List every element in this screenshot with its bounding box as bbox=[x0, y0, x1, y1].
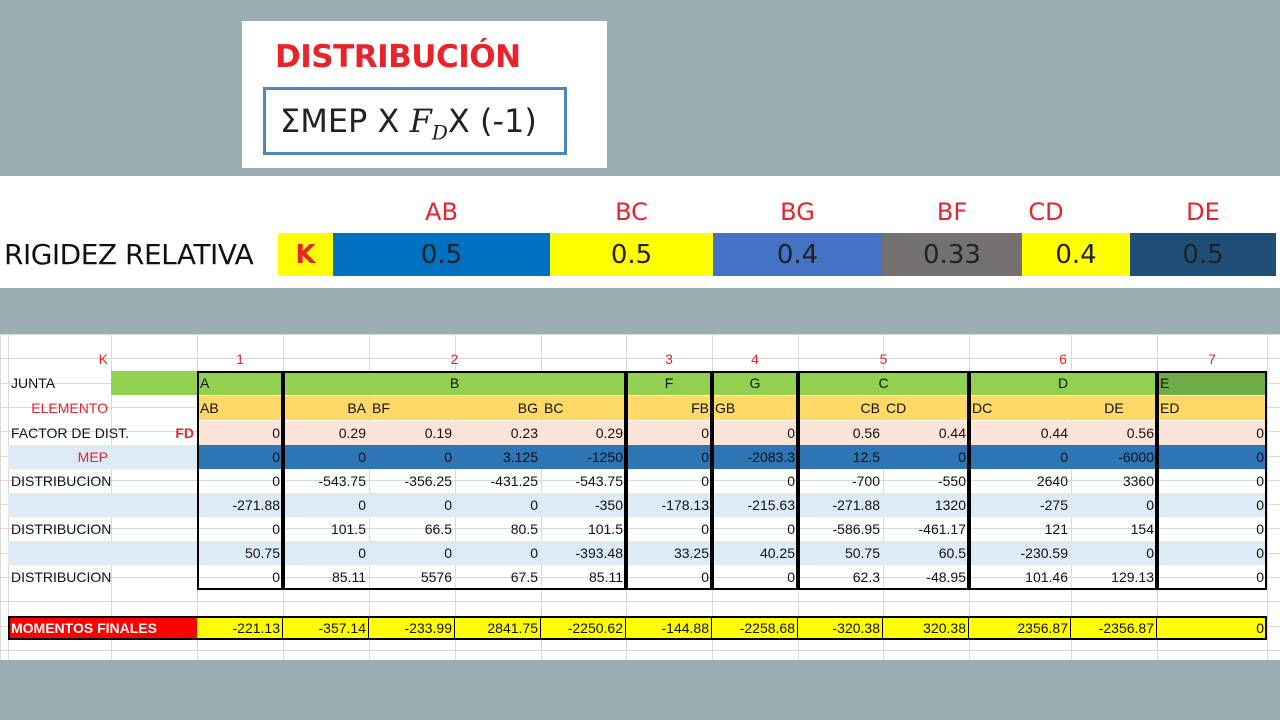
junta-label[interactable]: JUNTA bbox=[11, 375, 56, 391]
distribucion-value[interactable]: 5576 bbox=[420, 569, 452, 585]
formula-expression-box bbox=[263, 87, 567, 155]
grid-line bbox=[0, 650, 1280, 651]
row-spacer[interactable] bbox=[111, 493, 197, 517]
mep-label[interactable]: MEP bbox=[8, 445, 111, 469]
distribucion-value[interactable]: -550 bbox=[937, 473, 966, 489]
momentos-finales-value[interactable]: -233.99 bbox=[369, 616, 455, 640]
distribucion-value[interactable]: -230.59 bbox=[969, 541, 1071, 565]
mep-value[interactable]: -1250 bbox=[541, 445, 626, 469]
distribucion-value[interactable]: -271.88 bbox=[798, 493, 883, 517]
distribucion-label[interactable] bbox=[8, 541, 111, 565]
k-number[interactable]: 3 bbox=[665, 351, 673, 367]
border-finales-divider bbox=[368, 616, 369, 640]
elemento-fb[interactable]: FB bbox=[626, 396, 712, 420]
distribucion-value[interactable]: -48.95 bbox=[926, 569, 966, 585]
momentos-finales-value[interactable]: -357.14 bbox=[283, 616, 369, 640]
row-spacer[interactable] bbox=[111, 469, 197, 493]
momentos-finales-value[interactable]: -320.38 bbox=[798, 616, 883, 640]
border-finales bbox=[8, 616, 1267, 640]
rigidez-value-cd: 0.4 bbox=[1022, 233, 1130, 276]
fd-value[interactable]: 0 bbox=[626, 421, 712, 445]
junta-name-f[interactable]: F bbox=[626, 371, 712, 395]
distribucion-value[interactable]: 0 bbox=[1157, 493, 1267, 517]
mep-value[interactable]: 0 bbox=[883, 445, 969, 469]
formula-card bbox=[242, 21, 607, 168]
distribucion-value[interactable]: 33.25 bbox=[626, 541, 712, 565]
formula-subscript: D bbox=[431, 120, 448, 145]
distribucion-value[interactable]: -431.25 bbox=[490, 473, 538, 489]
border-finales-divider bbox=[711, 616, 712, 640]
distribucion-value[interactable]: 121 bbox=[1044, 521, 1068, 537]
fd-value[interactable]: 0.56 bbox=[798, 421, 883, 445]
elemento-dc[interactable]: DC bbox=[969, 396, 1071, 420]
distribucion-value[interactable]: 0 bbox=[272, 569, 280, 585]
distribucion-value[interactable]: 129.13 bbox=[1111, 569, 1154, 585]
fd-value[interactable]: 0.29 bbox=[283, 421, 369, 445]
formula-prefix: ΣMEP X bbox=[280, 102, 410, 140]
distribucion-value[interactable]: 0 bbox=[787, 473, 795, 489]
distribucion-value[interactable]: 0 bbox=[455, 493, 541, 517]
mep-value[interactable]: 0 bbox=[369, 445, 455, 469]
elemento-cb[interactable]: CB bbox=[798, 396, 883, 420]
fd-value[interactable]: 0 bbox=[1157, 421, 1267, 445]
k-number[interactable]: 4 bbox=[751, 351, 759, 367]
grid-line bbox=[0, 334, 1, 660]
momentos-finales-value[interactable]: -2250.62 bbox=[541, 616, 626, 640]
distribucion-value[interactable]: 0 bbox=[787, 569, 795, 585]
mep-value[interactable]: 0 bbox=[626, 445, 712, 469]
border-finales-divider bbox=[797, 616, 798, 640]
border-joint-d bbox=[969, 371, 1157, 590]
border-finales-divider bbox=[882, 616, 883, 640]
k-number[interactable]: 2 bbox=[450, 351, 459, 367]
distribucion-value[interactable]: 154 bbox=[1130, 521, 1154, 537]
rigidez-header-bf: BF bbox=[936, 198, 968, 226]
distribucion-value[interactable]: 50.75 bbox=[197, 541, 283, 565]
junta-name-b[interactable]: B bbox=[283, 371, 626, 395]
momentos-finales-value[interactable]: -221.13 bbox=[197, 616, 283, 640]
distribucion-label[interactable]: DISTRIBUCION bbox=[11, 473, 112, 489]
distribucion-value[interactable]: -271.88 bbox=[197, 493, 283, 517]
rigidez-value-de: 0.5 bbox=[1130, 233, 1276, 276]
fd-tag[interactable]: FD bbox=[175, 425, 194, 441]
distribucion-value[interactable]: -543.75 bbox=[575, 473, 623, 489]
fd-value[interactable]: 0.56 bbox=[1071, 421, 1157, 445]
distribucion-value[interactable]: -350 bbox=[541, 493, 626, 517]
rigidez-header-bc: BC bbox=[615, 198, 648, 226]
border-finales-divider bbox=[1070, 616, 1071, 640]
fd-value[interactable]: 0 bbox=[197, 421, 283, 445]
elemento-bc[interactable]: BC bbox=[541, 396, 626, 420]
grid-line bbox=[0, 601, 1280, 602]
border-finales-divider bbox=[282, 616, 283, 640]
momentos-finales-label[interactable]: MOMENTOS FINALES bbox=[8, 616, 197, 640]
junta-spacer[interactable] bbox=[111, 371, 197, 395]
mep-value[interactable]: 0 bbox=[969, 445, 1071, 469]
momentos-finales-value[interactable]: 2841.75 bbox=[455, 616, 541, 640]
junta-name-d[interactable]: D bbox=[969, 371, 1157, 395]
rigidez-header-bg: BG bbox=[780, 198, 815, 226]
distribucion-value[interactable]: 0 bbox=[369, 493, 455, 517]
distribucion-value[interactable]: 3360 bbox=[1122, 473, 1154, 489]
k-row-label[interactable]: K bbox=[98, 351, 108, 367]
distribucion-value[interactable]: 101.5 bbox=[587, 521, 623, 537]
distribucion-value[interactable]: 0 bbox=[787, 521, 795, 537]
rigidez-header-cd: CD bbox=[1028, 198, 1064, 226]
fd-value[interactable]: 0.23 bbox=[455, 421, 541, 445]
border-joint-c bbox=[798, 371, 969, 590]
elemento-de[interactable]: DE bbox=[1071, 396, 1157, 420]
elemento-label[interactable]: ELEMENTO bbox=[31, 400, 108, 416]
fd-value[interactable]: 0.44 bbox=[969, 421, 1071, 445]
distribucion-value[interactable]: 2640 bbox=[1036, 473, 1068, 489]
k-number[interactable]: 7 bbox=[1208, 351, 1216, 367]
grid-line bbox=[0, 334, 1280, 335]
momentos-finales-value[interactable]: 2356.87 bbox=[969, 616, 1071, 640]
mep-value[interactable]: 3.125 bbox=[455, 445, 541, 469]
elemento-ba[interactable]: BA bbox=[283, 396, 369, 420]
momentos-finales-value[interactable]: -2258.68 bbox=[712, 616, 798, 640]
rigidez-label: RIGIDEZ RELATIVA bbox=[4, 238, 254, 271]
formula-suffix: X (-1) bbox=[447, 102, 537, 140]
momentos-finales-value[interactable]: 0 bbox=[1157, 616, 1267, 640]
rigidez-header-de: DE bbox=[1186, 198, 1220, 226]
mep-value[interactable]: 0 bbox=[1157, 445, 1267, 469]
distribucion-value[interactable]: 0 bbox=[1256, 569, 1264, 585]
mep-spacer[interactable] bbox=[111, 445, 197, 469]
distribucion-value[interactable]: 0 bbox=[272, 473, 280, 489]
border-joint-e bbox=[1157, 371, 1267, 590]
fd-label[interactable]: FACTOR DE DIST. bbox=[11, 425, 129, 441]
border-joint-f bbox=[626, 371, 712, 590]
border-joint-a bbox=[197, 371, 283, 590]
k-number[interactable]: 6 bbox=[1059, 351, 1067, 367]
rigidez-value-bc: 0.5 bbox=[550, 233, 713, 276]
distribucion-label[interactable]: DISTRIBUCION bbox=[11, 569, 112, 585]
distribucion-value[interactable]: 0 bbox=[1256, 521, 1264, 537]
distribucion-value[interactable]: 0 bbox=[701, 473, 709, 489]
junta-name-a[interactable]: A bbox=[197, 371, 283, 395]
distribucion-value[interactable]: -393.48 bbox=[541, 541, 626, 565]
distribucion-value[interactable]: 1320 bbox=[883, 493, 969, 517]
junta-name-g[interactable]: G bbox=[712, 371, 798, 395]
formula-title: DISTRIBUCIÓN bbox=[275, 39, 521, 75]
distribucion-value[interactable]: 40.25 bbox=[712, 541, 798, 565]
rigidez-value-bf: 0.33 bbox=[882, 233, 1022, 276]
distribucion-value[interactable]: 62.3 bbox=[852, 569, 880, 585]
distribucion-value[interactable]: 0 bbox=[1256, 473, 1264, 489]
rigidez-value-ab: 0.5 bbox=[333, 233, 550, 276]
distribucion-value[interactable]: -586.95 bbox=[832, 521, 880, 537]
junta-name-e[interactable]: E bbox=[1157, 371, 1267, 395]
elemento-ed[interactable]: ED bbox=[1157, 396, 1267, 420]
distribucion-label[interactable] bbox=[8, 493, 111, 517]
rigidez-value-bg: 0.4 bbox=[713, 233, 882, 276]
mep-value[interactable]: -6000 bbox=[1071, 445, 1157, 469]
distribucion-value[interactable]: 50.75 bbox=[798, 541, 883, 565]
mep-value[interactable]: 12.5 bbox=[798, 445, 883, 469]
distribucion-value[interactable]: 0 bbox=[1071, 541, 1157, 565]
distribucion-value[interactable]: -275 bbox=[969, 493, 1071, 517]
border-finales-divider bbox=[454, 616, 455, 640]
distribucion-label[interactable]: DISTRIBUCION bbox=[11, 521, 112, 537]
distribucion-value[interactable]: 0 bbox=[283, 541, 369, 565]
momentos-finales-value[interactable]: -2356.87 bbox=[1071, 616, 1157, 640]
elemento-ab[interactable]: AB bbox=[197, 396, 283, 420]
fd-value[interactable]: 0.29 bbox=[541, 421, 626, 445]
formula-expression bbox=[280, 102, 537, 144]
distribucion-value[interactable]: -215.63 bbox=[712, 493, 798, 517]
row-spacer[interactable] bbox=[111, 565, 197, 589]
distribucion-value[interactable]: -178.13 bbox=[626, 493, 712, 517]
border-finales-divider bbox=[1156, 616, 1157, 640]
row-spacer[interactable] bbox=[111, 541, 197, 565]
junta-name-c[interactable]: C bbox=[798, 371, 969, 395]
distribucion-value[interactable]: 0 bbox=[1071, 493, 1157, 517]
elemento-bf[interactable]: BF bbox=[369, 396, 455, 420]
distribucion-value[interactable]: -461.17 bbox=[918, 521, 966, 537]
rigidez-k-label: K bbox=[278, 233, 333, 276]
distribucion-value[interactable]: 60.5 bbox=[883, 541, 969, 565]
elemento-cd[interactable]: CD bbox=[883, 396, 969, 420]
distribucion-value[interactable]: 85.11 bbox=[332, 569, 366, 585]
distribucion-value[interactable]: 0 bbox=[272, 521, 280, 537]
mep-value[interactable]: 0 bbox=[283, 445, 369, 469]
border-finales-divider bbox=[968, 616, 969, 640]
distribucion-value[interactable]: 101.46 bbox=[1025, 569, 1068, 585]
fd-value[interactable]: 0.19 bbox=[369, 421, 455, 445]
formula-variable: F bbox=[409, 102, 432, 140]
distribucion-value[interactable]: 0 bbox=[283, 493, 369, 517]
distribucion-value[interactable]: 101.5 bbox=[330, 521, 366, 537]
elemento-bg[interactable]: BG bbox=[455, 396, 541, 420]
distribucion-value[interactable]: 66.5 bbox=[424, 521, 452, 537]
grid-line bbox=[1267, 334, 1268, 660]
momentos-finales-value[interactable]: -144.88 bbox=[626, 616, 712, 640]
border-joint-b bbox=[283, 371, 626, 590]
fd-value[interactable]: 0.44 bbox=[883, 421, 969, 445]
rigidez-header-ab: AB bbox=[425, 198, 458, 226]
distribucion-value[interactable]: 0 bbox=[369, 541, 455, 565]
distribucion-value[interactable]: 67.5 bbox=[510, 569, 538, 585]
row-spacer[interactable] bbox=[111, 517, 197, 541]
border-finales-divider bbox=[625, 616, 626, 640]
distribucion-value[interactable]: 0 bbox=[455, 541, 541, 565]
k-number[interactable]: 5 bbox=[879, 351, 888, 367]
momentos-finales-value[interactable]: 320.38 bbox=[883, 616, 969, 640]
border-finales-divider bbox=[540, 616, 541, 640]
distribucion-value[interactable]: 0 bbox=[701, 521, 709, 537]
fd-value[interactable]: 0 bbox=[712, 421, 798, 445]
distribucion-value[interactable]: -543.75 bbox=[318, 473, 366, 489]
distribucion-value[interactable]: 80.5 bbox=[510, 521, 538, 537]
distribucion-value[interactable]: -356.25 bbox=[404, 473, 452, 489]
elemento-gb[interactable]: GB bbox=[712, 396, 798, 420]
distribucion-value[interactable]: -700 bbox=[851, 473, 880, 489]
mep-value[interactable]: -2083.3 bbox=[712, 445, 798, 469]
distribucion-value[interactable]: 85.11 bbox=[589, 569, 623, 585]
border-joint-g bbox=[712, 371, 798, 590]
distribucion-value[interactable]: 0 bbox=[701, 569, 709, 585]
distribucion-value[interactable]: 0 bbox=[1157, 541, 1267, 565]
k-number[interactable]: 1 bbox=[236, 351, 244, 367]
mep-value[interactable]: 0 bbox=[197, 445, 283, 469]
